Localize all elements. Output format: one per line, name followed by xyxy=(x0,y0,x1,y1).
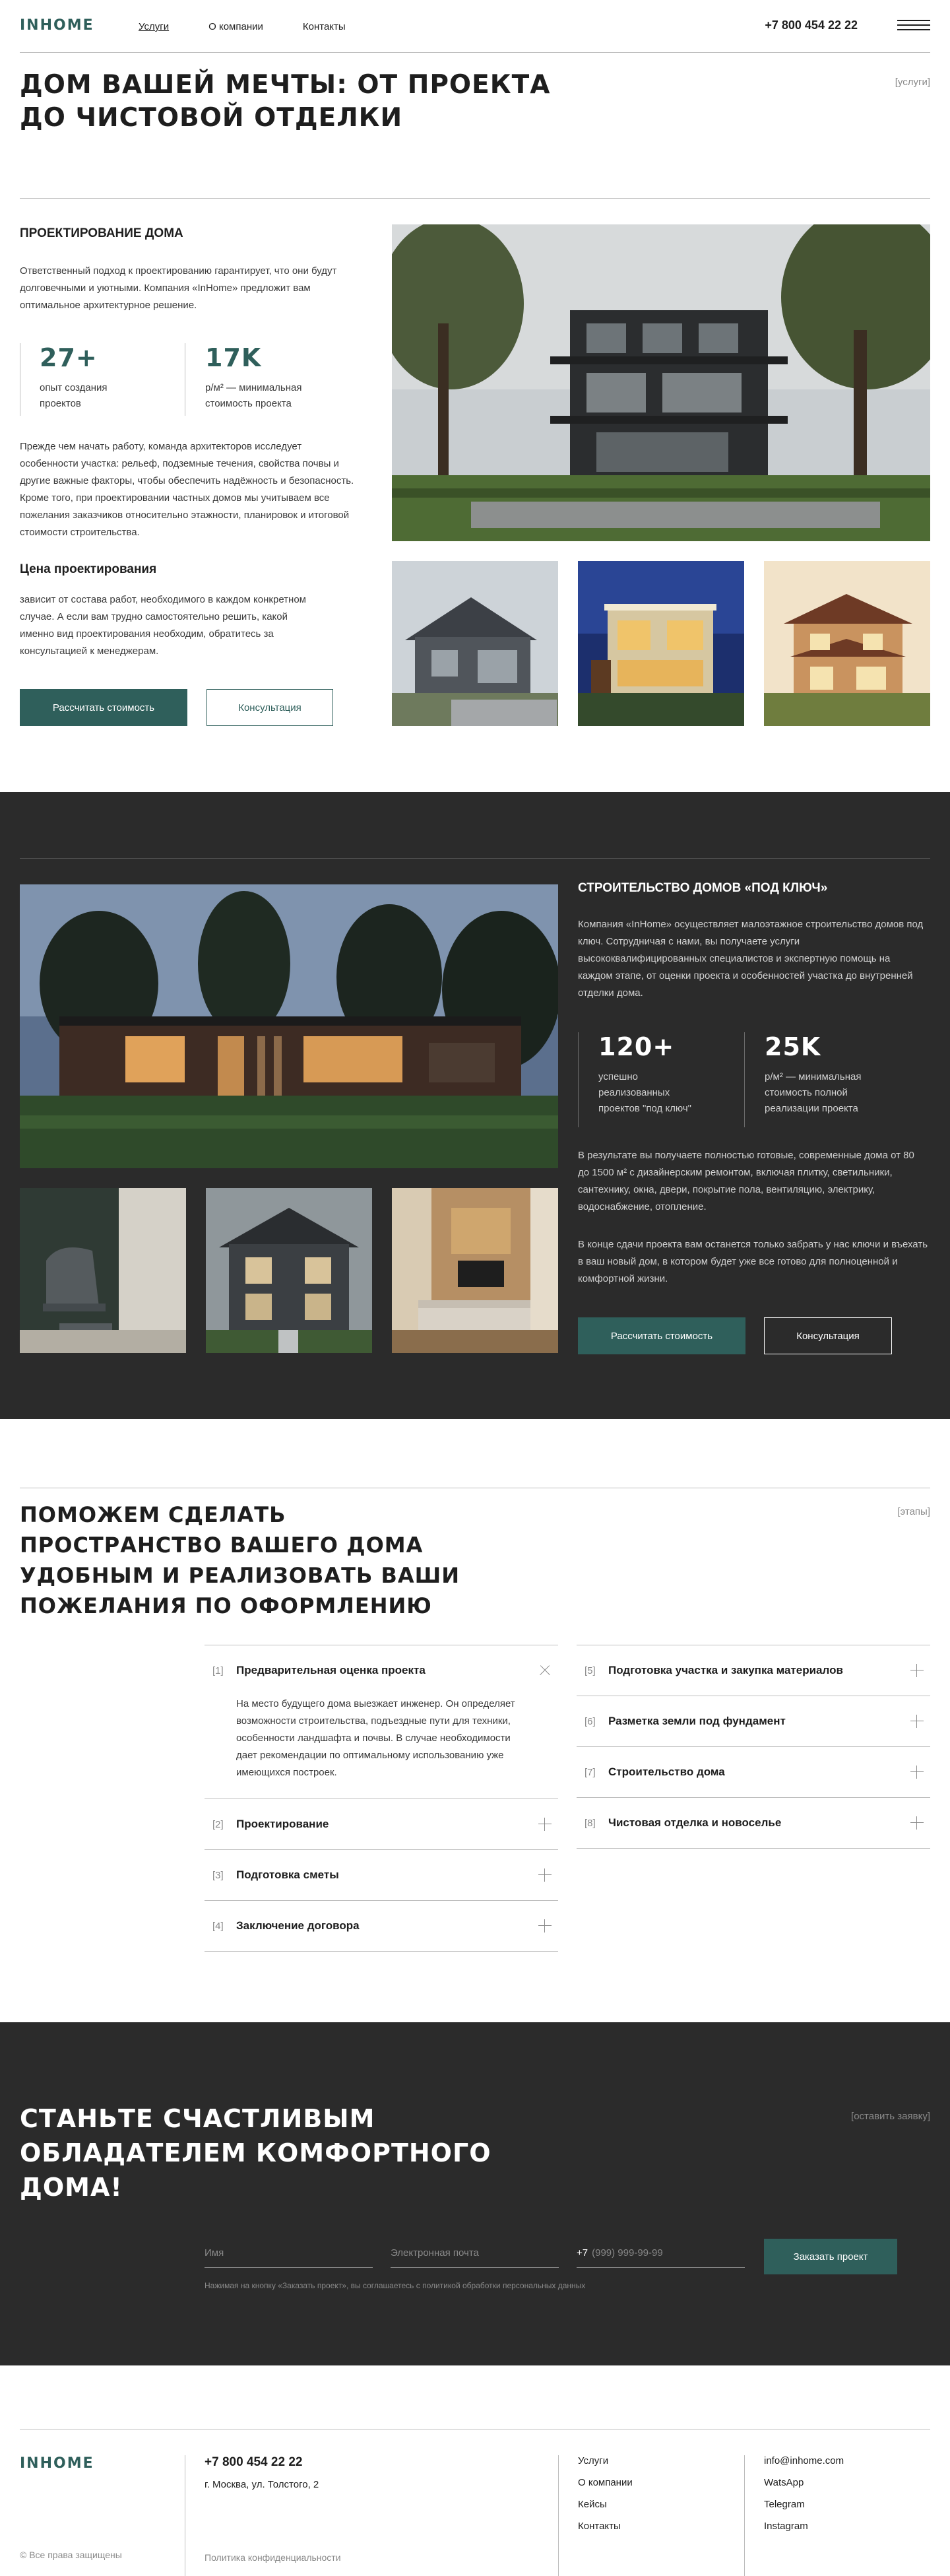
stat-label-line: проектов "под ключ" xyxy=(598,1103,691,1114)
design-price-heading: Цена проектирования xyxy=(20,562,157,576)
hero-title: ДОМ ВАШЕЙ МЕЧТЫ: ОТ ПРОЕКТА ДО ЧИСТОВОЙ ОТДЕЛКИ xyxy=(20,70,551,133)
cta-section xyxy=(0,2022,950,2365)
design-calc-button[interactable]: Рассчитать стоимость xyxy=(20,689,187,726)
design-stat-projects xyxy=(20,343,108,416)
menu-icon[interactable] xyxy=(897,20,930,33)
construction-section xyxy=(0,792,950,1419)
privacy-policy-link[interactable]: Политика конфиденциальности xyxy=(205,2552,341,2563)
stage-number: [4] xyxy=(212,1920,224,1932)
stage-number: [1] xyxy=(212,1665,224,1676)
stat-value: 25K xyxy=(765,1032,821,1061)
design-body: Прежде чем начать работу, команда архитекторов исследует особенности участка: рельеф, подземные течения, свойства почвы и другие важные факторы, чтобы обеспечить надёжность и безопасность. Кроме того, при проектировании частных домов мы учитываем все пожелания заказчиков относительно этажности, планировок и итоговой стоимости строительства. xyxy=(20,441,354,538)
plus-icon[interactable] xyxy=(910,1715,924,1728)
stat-label-line: р/м² — минимальная xyxy=(205,382,302,393)
footer-telegram[interactable]: Telegram xyxy=(764,2499,805,2510)
construction-body-2: В конце сдачи проекта вам останется только забрать у нас ключи и въехать в ваш новый дом, в котором будет уже все готово для полноценной и комфортной жизни. xyxy=(578,1239,928,1284)
footer-logo[interactable]: INHOME xyxy=(20,2455,94,2472)
design-price-text: зависит от состава работ, необходимого в каждом конкретном случае. А если вам трудно самостоятельно решить, какой именно вид проектирования необходим, обратитесь за консультацией к менеджерам. xyxy=(20,594,306,657)
email-input[interactable] xyxy=(391,2239,559,2268)
stage-title: Чистовая отделка и новоселье xyxy=(608,1816,782,1829)
house-gray-image xyxy=(392,561,558,726)
construction-calc-button[interactable]: Рассчитать стоимость xyxy=(578,1317,745,1354)
footer-instagram[interactable]: Instagram xyxy=(764,2521,808,2532)
plus-icon[interactable] xyxy=(910,1664,924,1677)
construction-heading: СТРОИТЕЛЬСТВО ДОМОВ «ПОД КЛЮЧ» xyxy=(578,881,828,895)
header-phone[interactable]: +7 800 454 22 22 xyxy=(765,18,858,32)
stages-tag: [этапы] xyxy=(897,1506,930,1517)
design-heading: ПРОЕКТИРОВАНИЕ ДОМА xyxy=(20,226,183,240)
design-intro: Ответственный подход к проектированию гарантирует, что они будут долговечными и уютными. Компания «InHome» предложит вам оптимальное архитектурное решение. xyxy=(20,265,337,311)
stat-label xyxy=(765,1069,861,1117)
construction-body: В результате вы получаете полностью готовые, современные дома от 80 до 1500 м² с дизайнерским ремонтом, включая плитку, светильники, сантехнику, окна, двери, покрытие пола, вентиляцию, электрику, водоснабжение, отопление. xyxy=(578,1150,914,1212)
nav-contacts[interactable]: Контакты xyxy=(302,21,346,32)
footer-link-services[interactable]: Услуги xyxy=(578,2455,609,2466)
plus-icon[interactable] xyxy=(538,1868,552,1882)
phone-prefix: +7 xyxy=(577,2247,588,2259)
stages-left-column xyxy=(205,1645,558,1952)
footer-link-cases[interactable]: Кейсы xyxy=(578,2499,607,2510)
footer-phone[interactable]: +7 800 454 22 22 xyxy=(205,2455,303,2469)
stages-title: ПОМОЖЕМ СДЕЛАТЬ ПРОСТРАНСТВО ВАШЕГО ДОМА УДОБНЫМ И РЕАЛИЗОВАТЬ ВАШИ ПОЖЕЛАНИЯ ПО ОФОРМЛЕНИЮ xyxy=(20,1502,460,1618)
stat-value: 120+ xyxy=(598,1032,675,1061)
stage-item[interactable] xyxy=(577,1645,930,1696)
nav-services[interactable]: Услуги xyxy=(139,21,170,32)
stage-title: Строительство дома xyxy=(608,1766,725,1778)
stat-label-line: р/м² — минимальная xyxy=(765,1071,862,1082)
footer-nav xyxy=(578,2455,633,2542)
stage-item[interactable] xyxy=(577,1696,930,1746)
phone-input[interactable] xyxy=(577,2239,745,2268)
construction-consult-button[interactable]: Консультация xyxy=(764,1317,892,1354)
stage-item[interactable] xyxy=(205,1900,558,1952)
interior-chair-image xyxy=(20,1188,186,1353)
townhouse-image xyxy=(206,1188,372,1353)
design-consult-button[interactable]: Консультация xyxy=(206,689,333,726)
stage-number: [2] xyxy=(212,1818,224,1830)
footer-email[interactable]: info@inhome.com xyxy=(764,2455,844,2466)
construction-stat-price xyxy=(744,1032,861,1127)
construction-intro: Компания «InHome» осуществляет малоэтажное строительство домов под ключ. Сотрудничая с нами, вы получаете услуги высококвалифицированных специалистов и экспертную помощь на каждом этапе, от оценки проекта и особенностей участка до внутренней отделки дома. xyxy=(578,919,924,999)
stat-label-line: стоимость полной xyxy=(765,1087,848,1098)
stage-number: [6] xyxy=(585,1715,596,1727)
nav-about[interactable]: О компании xyxy=(208,21,263,32)
stat-label-line: стоимость проекта xyxy=(205,398,292,409)
stage-number: [3] xyxy=(212,1869,224,1881)
footer-socials xyxy=(764,2455,844,2542)
section-divider xyxy=(20,198,930,199)
plus-icon[interactable] xyxy=(910,1766,924,1779)
stage-header[interactable] xyxy=(577,1747,930,1797)
dusk-house-image xyxy=(20,884,558,1168)
stages-right-column xyxy=(577,1645,930,1849)
section-divider xyxy=(20,858,930,859)
stat-label xyxy=(205,380,301,412)
stat-value: 27+ xyxy=(40,343,98,372)
stage-description: На место будущего дома выезжает инженер. Он определяет возможности строительства, подъездные пути для техники, особенности ландшафта и почвы. В случае необходимости дает рекомендации по оптимальному использованию уже имеющихся построек. xyxy=(236,1698,515,1778)
stage-header[interactable] xyxy=(205,1799,558,1849)
stage-header[interactable] xyxy=(577,1798,930,1848)
cta-tag: [оставить заявку] xyxy=(851,2111,930,2122)
email-placeholder: Электронная почта xyxy=(391,2247,479,2259)
stage-title: Заключение договора xyxy=(236,1919,360,1932)
plus-icon[interactable] xyxy=(538,1919,552,1932)
footer-link-contacts[interactable]: Контакты xyxy=(578,2521,621,2532)
stat-label-line: реализации проекта xyxy=(765,1103,858,1114)
close-icon[interactable] xyxy=(536,1661,554,1680)
stat-label xyxy=(40,380,108,412)
stage-title: Разметка земли под фундамент xyxy=(608,1715,786,1727)
footer-brand xyxy=(20,2455,122,2560)
stage-title: Предварительная оценка проекта xyxy=(236,1664,426,1676)
stage-number: [7] xyxy=(585,1766,596,1778)
phone-placeholder: (999) 999-99-99 xyxy=(592,2247,663,2259)
stage-header[interactable] xyxy=(577,1645,930,1696)
stage-title: Подготовка сметы xyxy=(236,1868,339,1881)
privacy-note: Нажимая на кнопку «Заказать проект», вы соглашаетесь с политикой обработки персональных данных xyxy=(205,2281,586,2290)
main-nav xyxy=(139,21,346,32)
cta-title: СТАНЬТЕ СЧАСТЛИВЫМ ОБЛАДАТЕЛЕМ КОМФОРТНОГО ДОМА! xyxy=(20,2104,491,2202)
footer-divider-line xyxy=(558,2455,559,2576)
order-project-button[interactable]: Заказать проект xyxy=(764,2239,897,2274)
stat-label-line: успешно xyxy=(598,1071,638,1082)
copyright: © Все права защищены xyxy=(20,2550,122,2560)
stage-title: Подготовка участка и закупка материалов xyxy=(608,1664,843,1676)
construction-stat-projects xyxy=(578,1032,691,1127)
stat-label-line: проектов xyxy=(40,398,81,409)
logo[interactable]: INHOME xyxy=(20,17,94,34)
stage-title: Проектирование xyxy=(236,1818,329,1830)
footer-link-about[interactable]: О компании xyxy=(578,2477,633,2488)
stage-number: [8] xyxy=(585,1817,596,1829)
footer-contacts-main xyxy=(205,2455,341,2563)
house-evening-image xyxy=(578,561,744,726)
plus-icon[interactable] xyxy=(910,1816,924,1830)
stage-item[interactable] xyxy=(577,1797,930,1849)
stage-header[interactable] xyxy=(205,1901,558,1951)
house-brick-image xyxy=(764,561,930,726)
site-header xyxy=(20,0,930,53)
stage-header[interactable] xyxy=(577,1696,930,1746)
plus-icon[interactable] xyxy=(538,1818,552,1831)
stage-item[interactable] xyxy=(205,1799,558,1849)
living-room-image xyxy=(392,1188,558,1353)
hero-tag: [услуги] xyxy=(895,77,930,88)
name-placeholder: Имя xyxy=(205,2247,224,2259)
stage-header[interactable] xyxy=(205,1850,558,1900)
stat-label-line: реализованных xyxy=(598,1087,670,1098)
footer-whatsapp[interactable]: WatsApp xyxy=(764,2477,804,2488)
stat-label xyxy=(598,1069,691,1117)
stat-label-line: опыт создания xyxy=(40,382,108,393)
footer-divider-line xyxy=(744,2455,745,2576)
stat-value: 17K xyxy=(205,343,262,372)
modern-house-image xyxy=(392,224,930,541)
stage-number: [5] xyxy=(585,1665,596,1676)
stage-header[interactable] xyxy=(205,1645,558,1696)
stage-item[interactable] xyxy=(205,1849,558,1900)
stage-item[interactable] xyxy=(205,1645,558,1799)
footer-address: г. Москва, ул. Толстого, 2 xyxy=(205,2479,319,2490)
design-stat-price xyxy=(185,343,301,416)
name-input[interactable] xyxy=(205,2239,373,2268)
stage-item[interactable] xyxy=(577,1746,930,1797)
